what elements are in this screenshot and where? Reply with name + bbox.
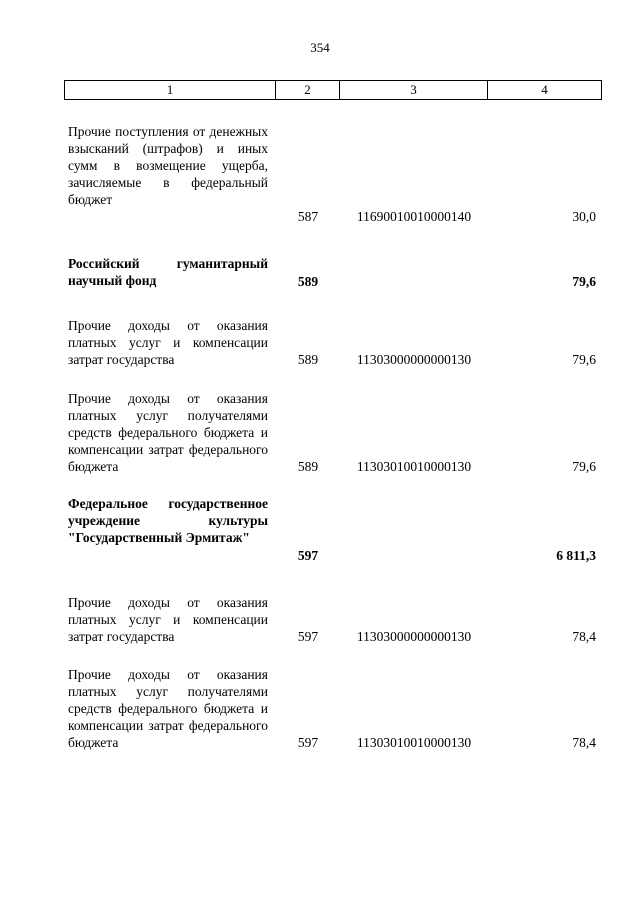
column-header-1: 1	[65, 81, 276, 100]
row-value: 6 811,3	[556, 548, 596, 563]
row-value: 79,6	[572, 352, 596, 367]
row-code: 587	[297, 209, 319, 224]
row-kbk: 11303010010000130	[356, 735, 472, 750]
row-name: Прочие доходы от оказания платных услуг получателями средств федерального бюджета и компенсации затрат федерального бюджета	[68, 391, 268, 474]
row-name: Российский гуманитарный научный фонд	[68, 256, 268, 288]
row-kbk: 11303000000000130	[356, 352, 472, 367]
row-value: 78,4	[572, 735, 596, 750]
row-kbk: 11303010010000130	[356, 459, 472, 474]
row-code: 589	[297, 459, 319, 474]
row-name: Прочие доходы от оказания платных услуг и компенсации затрат государства	[68, 318, 268, 367]
row-code: 597	[297, 548, 319, 563]
row-value: 79,6	[572, 459, 596, 474]
column-header-2: 2	[276, 81, 340, 100]
row-value: 79,6	[572, 274, 596, 289]
row-code: 597	[297, 735, 319, 750]
row-value: 78,4	[572, 629, 596, 644]
row-value: 30,0	[572, 209, 596, 224]
column-header-table	[64, 80, 602, 100]
row-code: 589	[297, 274, 319, 289]
column-header-4: 4	[488, 81, 602, 100]
column-header-3: 3	[340, 81, 488, 100]
row-name: Прочие поступления от денежных взысканий (штрафов) и иных сумм в возмещение ущерба, зачисляемые в федеральный бюджет	[68, 124, 268, 207]
row-kbk: 11303000000000130	[356, 629, 472, 644]
row-name: Прочие доходы от оказания платных услуг и компенсации затрат государства	[68, 595, 268, 644]
row-code: 597	[297, 629, 319, 644]
row-name: Федеральное государственное учреждение культуры "Государственный Эрмитаж"	[68, 496, 268, 545]
row-name: Прочие доходы от оказания платных услуг получателями средств федерального бюджета и компенсации затрат федерального бюджета	[68, 667, 268, 750]
row-code: 589	[297, 352, 319, 367]
row-kbk: 11690010010000140	[356, 209, 472, 224]
column-header-row	[65, 81, 602, 100]
page-number: 354	[310, 40, 330, 55]
